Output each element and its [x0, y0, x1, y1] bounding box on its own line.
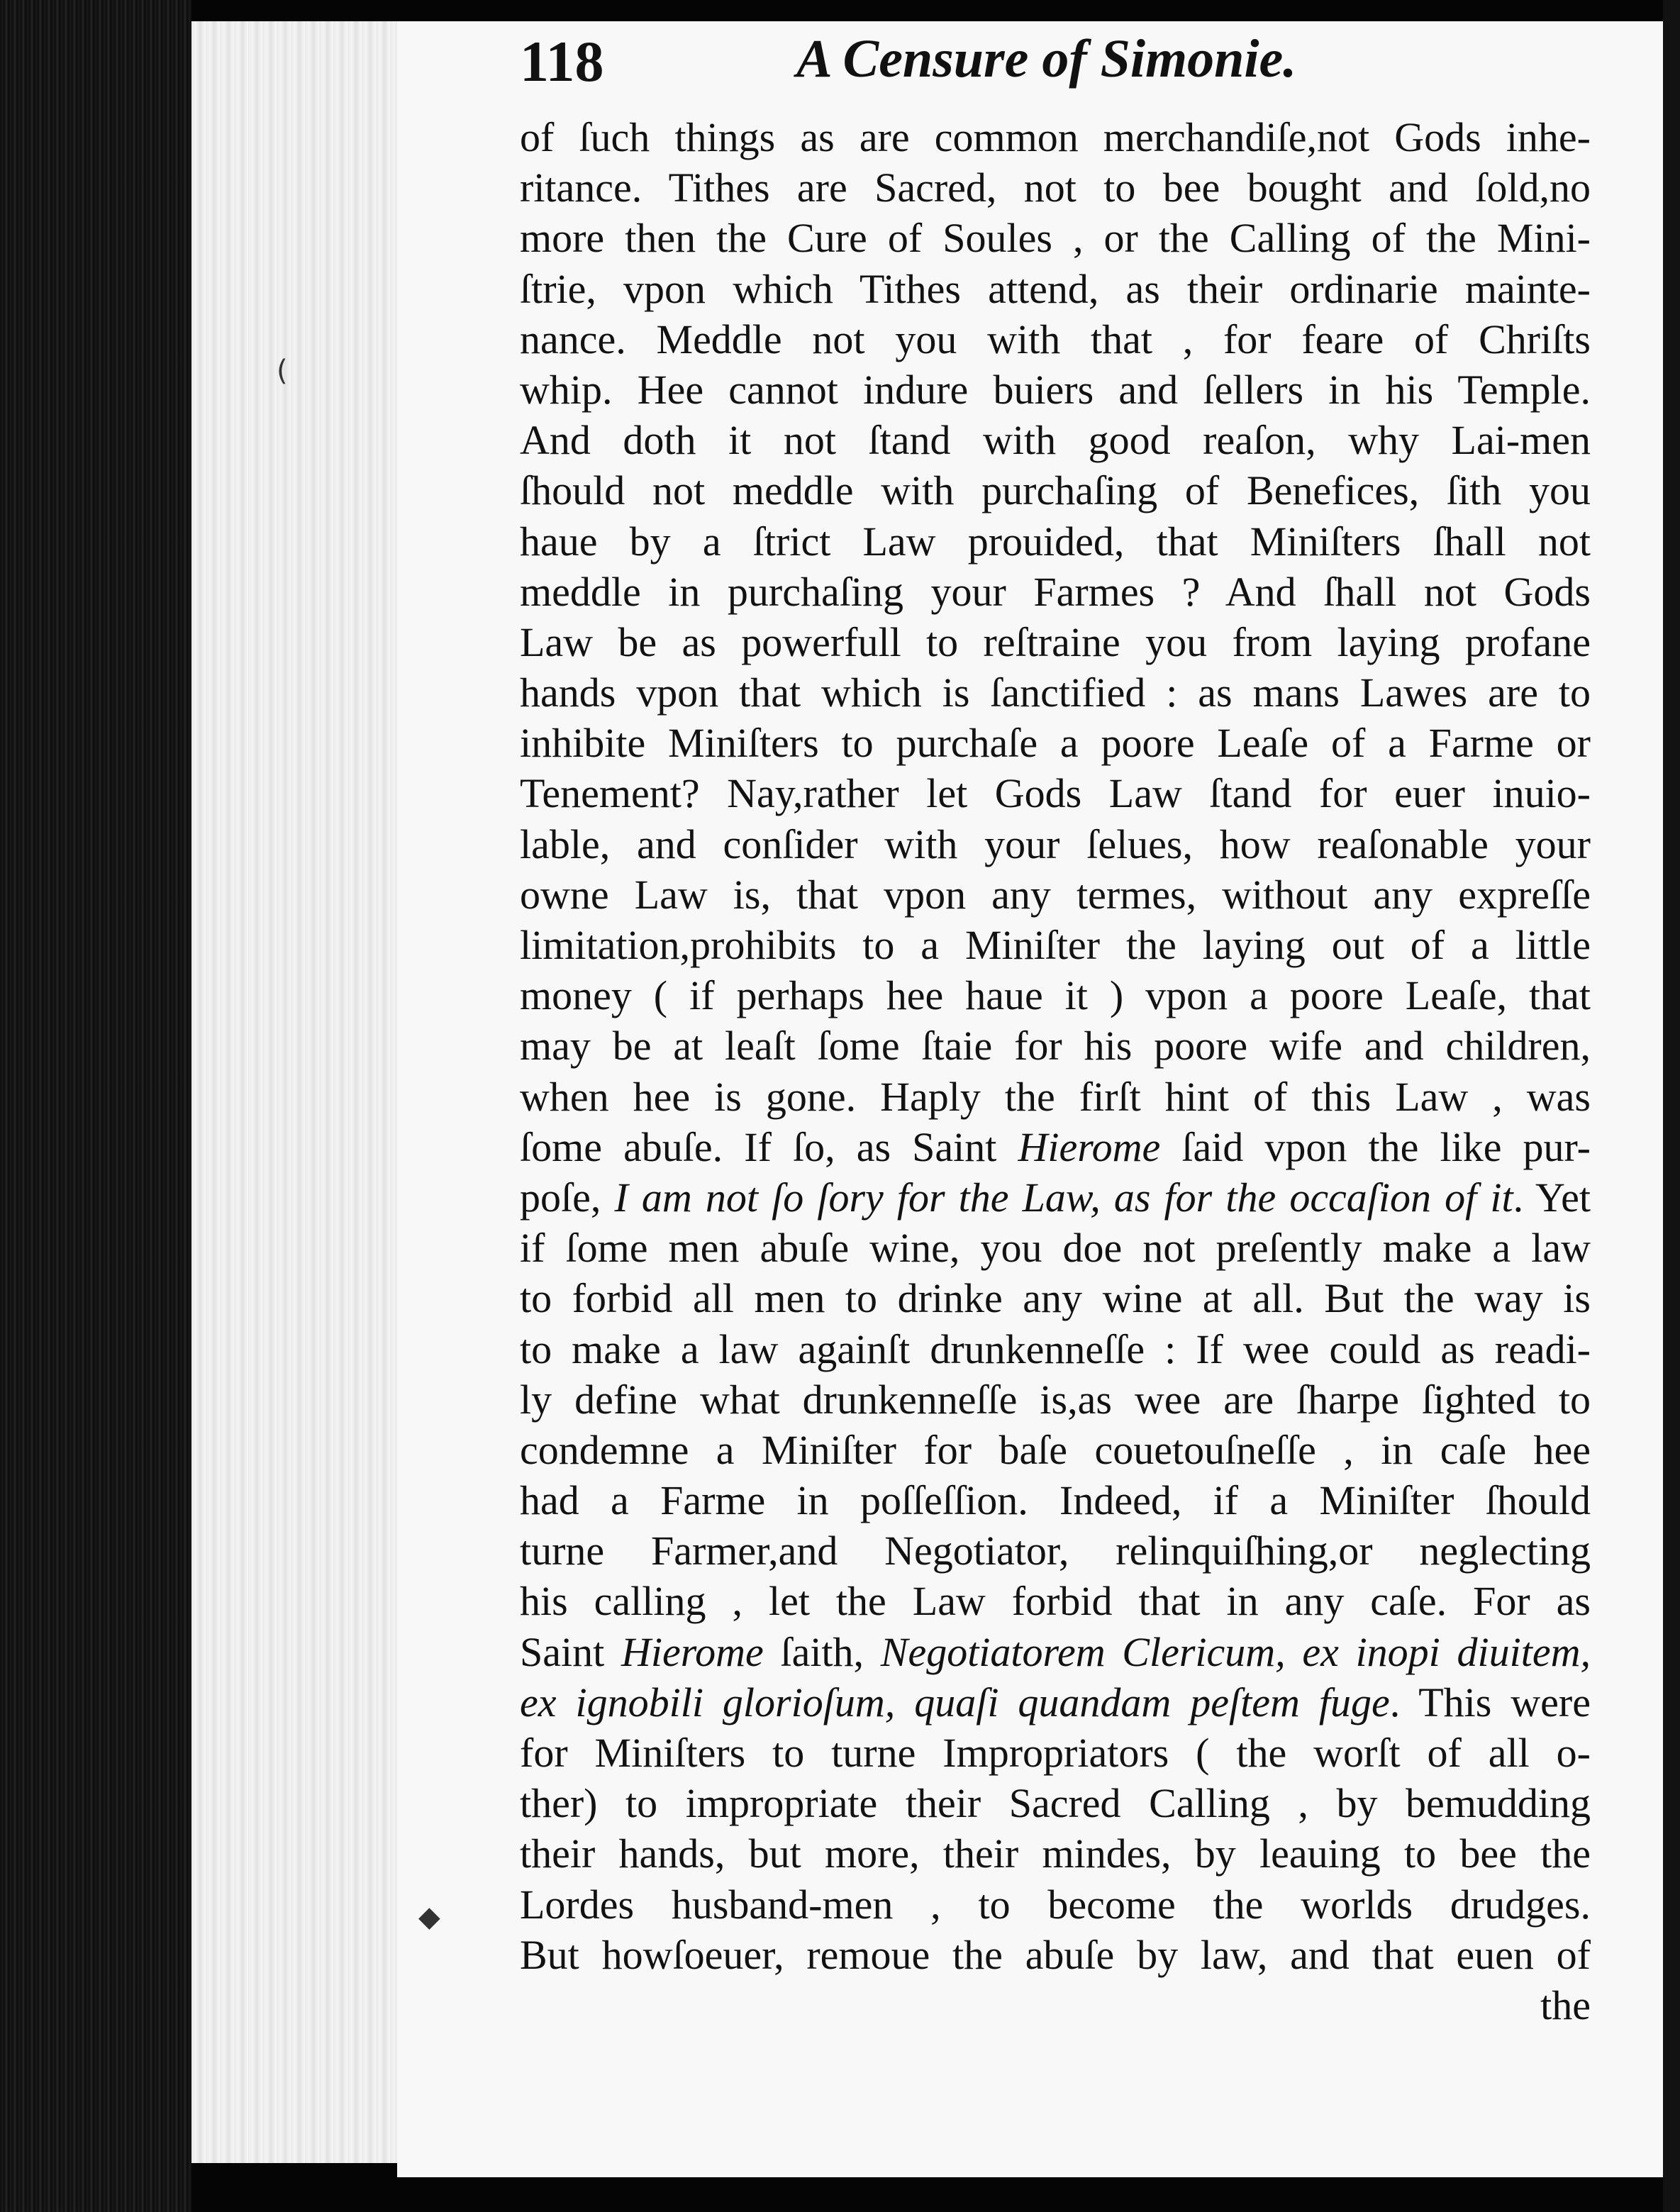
text-line [520, 667, 1591, 718]
text-segment: nance. Meddle not you with that , for feare of Chriſts [520, 316, 1591, 362]
text-segment: And doth it not ſtand with good reaſon, why Lai-men [520, 417, 1591, 464]
text-segment: for Miniſters to turne Impropriators ( the worſt of all o- [520, 1730, 1591, 1776]
text-segment: had a Farme in poſſeſſion. Indeed, if a Miniſter ſhould [520, 1477, 1591, 1524]
italic-text: ex ignobili glorioſum, quaſi quandam peſtem fuge [520, 1679, 1390, 1725]
text-line [520, 465, 1591, 516]
text-line [520, 415, 1591, 465]
text-segment: whip. Hee cannot indure buiers and ſellers in his Temple. [520, 366, 1591, 413]
text-line [520, 1374, 1591, 1425]
italic-text: Hierome [621, 1628, 764, 1675]
text-segment: his calling , let the Law forbid that in any caſe. For as [520, 1578, 1591, 1625]
text-segment: may be at leaſt ſome ſtaie for his poore wife and children, [520, 1023, 1591, 1069]
text-line [520, 1324, 1591, 1374]
text-line [520, 365, 1591, 415]
text-segment: to forbid all men to drinke any wine at all. But the way is [520, 1275, 1591, 1322]
text-line [520, 1425, 1591, 1475]
text-block [520, 112, 1591, 2030]
text-line [520, 920, 1591, 970]
text-line [520, 1072, 1591, 1122]
text-segment: Tenement? Nay,rather let Gods Law ſtand for euer inuio- [520, 770, 1591, 817]
text-segment: more then the Cure of Soules , or the Calling of the Mini- [520, 215, 1591, 262]
text-segment: limitation,prohibits to a Miniſter the laying out of a little [520, 922, 1591, 968]
text-segment: ritance. Tithes are Sacred, not to bee bought and ſold,no [520, 165, 1591, 211]
text-segment: But howſoeuer, remoue the abuſe by law, and that euen of [520, 1931, 1591, 1978]
text-line [520, 1172, 1591, 1223]
text-segment: money ( if perhaps hee haue it ) vpon a poore Leaſe, that [520, 972, 1591, 1019]
text-line [520, 314, 1591, 365]
text-segment: Law be as powerfull to reſtraine you from laying profane [520, 618, 1591, 665]
text-line [520, 1879, 1591, 1930]
text-line [520, 1223, 1591, 1273]
italic-text: Hierome [1018, 1123, 1161, 1170]
text-line [520, 112, 1591, 162]
scan-border [1663, 0, 1680, 2212]
text-line [520, 970, 1591, 1021]
page-header [520, 28, 1598, 99]
italic-text: I am not ſo ſory for the Law, as for the occaſion of it [614, 1174, 1513, 1221]
text-segment: ther) to impropriate their Sacred Calling , by bemudding [520, 1780, 1591, 1827]
text-segment: turne Farmer,and Negotiator, relinquiſhing,or neglecting [520, 1528, 1591, 1574]
text-line [520, 264, 1591, 314]
text-segment: their hands, but more, their mindes, by leauing to bee the [520, 1830, 1591, 1877]
text-segment: . This were [1389, 1679, 1591, 1725]
text-segment: Lordes husband-men , to become the worlds drudges. [520, 1881, 1591, 1928]
text-segment: poſe, [520, 1174, 615, 1221]
text-line [520, 1273, 1591, 1323]
page-number: 118 [520, 29, 604, 94]
text-line [520, 617, 1591, 667]
text-segment: ly define what drunkenneſſe is,as wee are ſharpe ſighted to [520, 1376, 1591, 1423]
running-head: A Censure of Simonie. [796, 29, 1297, 89]
text-line [520, 162, 1591, 213]
text-segment: inhibite Miniſters to purchaſe a poore Leaſe of a Farme or [520, 720, 1591, 767]
text-segment: the [1540, 1982, 1591, 2028]
text-segment: ſaith, [763, 1628, 881, 1675]
text-segment: lable, and conſider with your ſelues, how reaſonable your [520, 821, 1591, 867]
margin-mark: ( [277, 355, 288, 387]
text-segment: meddle in purchaſing your Farmes ? And ſhall not Gods [520, 568, 1591, 615]
margin-mark: ◆ [418, 1901, 440, 1933]
text-segment: to make a law againſt drunkenneſſe : If wee could as readi- [520, 1325, 1591, 1372]
text-line [520, 1475, 1591, 1525]
text-line [520, 768, 1591, 818]
text-line [520, 1930, 1591, 1980]
text-segment: ſome abuſe. If ſo, as Saint [520, 1123, 1018, 1170]
text-line [520, 567, 1591, 617]
text-segment: hands vpon that which is ſanctified : as mans Lawes are to [520, 669, 1591, 716]
text-line [520, 1980, 1591, 2030]
text-line [520, 1525, 1591, 1576]
text-line [520, 1728, 1591, 1778]
text-segment: ſaid vpon the like pur- [1160, 1123, 1591, 1170]
text-segment: if ſome men abuſe wine, you doe not preſently make a law [520, 1225, 1591, 1272]
text-line [520, 819, 1591, 869]
text-line [520, 718, 1591, 768]
text-line [520, 213, 1591, 263]
text-line [520, 1627, 1591, 1677]
text-line [520, 869, 1591, 920]
italic-text: Negotiatorem Clericum, ex inopi diuitem, [880, 1628, 1591, 1675]
text-segment: haue by a ſtrict Law prouided, that Miniſters ſhall not [520, 518, 1591, 565]
text-line [520, 1122, 1591, 1172]
text-segment: . Yet [1513, 1174, 1591, 1221]
text-segment: ſhould not meddle with purchaſing of Benefices, ſith you [520, 467, 1591, 514]
text-segment: Saint [520, 1628, 621, 1675]
text-segment: ſtrie, vpon which Tithes attend, as their ordinarie mainte- [520, 265, 1591, 312]
text-line [520, 1677, 1591, 1728]
text-line [520, 1828, 1591, 1879]
text-line [520, 1576, 1591, 1626]
text-segment: of ſuch things as are common merchandiſe,not Gods inhe- [520, 114, 1591, 160]
text-segment: owne Law is, that vpon any termes, without any expreſſe [520, 871, 1591, 918]
text-segment: condemne a Miniſter for baſe couetouſneſſe , in caſe hee [520, 1426, 1591, 1473]
text-line [520, 1778, 1591, 1828]
text-line [520, 1021, 1591, 1071]
text-line [520, 516, 1591, 567]
text-segment: when hee is gone. Haply the firſt hint of this Law , was [520, 1073, 1591, 1120]
book-edge [0, 0, 191, 2212]
